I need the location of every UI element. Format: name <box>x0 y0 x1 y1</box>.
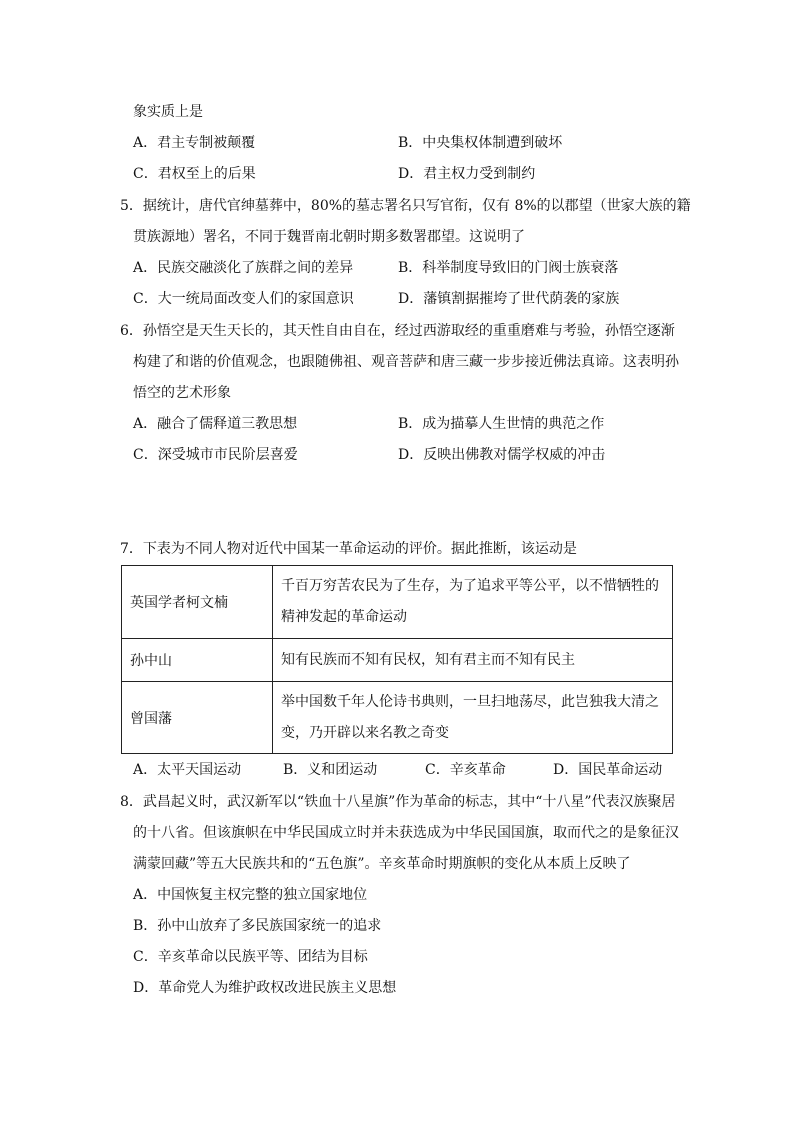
q6-option-c: C．深受城市市民阶层喜爱 <box>133 447 298 463</box>
q6-stem-line1: 6．孙悟空是天生天长的，其天性自由自在，经过西游取经的重重磨难与考验，孙悟空逐渐 <box>120 323 675 339</box>
table-row <box>122 682 673 754</box>
evaluation-line: 举中国数千年人伦诗书典则，一旦扫地荡尽，此岂独我大清之 <box>281 693 659 710</box>
table-cell-evaluation <box>273 682 673 754</box>
q4-option-d: D．君主权力受到制约 <box>398 166 536 182</box>
q5-stem-line1: 5．据统计，唐代官绅墓葬中，80%的墓志署名只写官衔，仅有 8%的以郡望（世家大族的籍 <box>120 198 691 214</box>
q5-option-b: B．科举制度导致旧的门阀士族衰落 <box>398 260 619 276</box>
evaluation-line: 千百万穷苦农民为了生存，为了追求平等公平，以不惜牺牲的 <box>281 578 659 594</box>
q8-option-d: D．革命党人为维护政权改进民族主义思想 <box>133 980 397 996</box>
q5-option-c: C．大一统局面改变人们的家国意识 <box>133 291 354 307</box>
evaluation-line: 精神发起的革命运动 <box>281 609 407 625</box>
table-cell-person: 英国学者柯文楠 <box>122 566 273 639</box>
q6-stem-line2: 构建了和谐的价值观念，也跟随佛祖、观音菩萨和唐三藏一步步接近佛法真谛。这表明孙 <box>133 354 679 370</box>
table-cell-evaluation <box>273 566 673 639</box>
q6-option-d: D．反映出佛教对儒学权威的冲击 <box>398 447 606 463</box>
q8-option-c: C．辛亥革命以民族平等、团结为目标 <box>133 949 368 965</box>
q4-option-b: B．中央集权体制遭到破坏 <box>398 135 563 151</box>
q6-stem-line3: 悟空的艺术形象 <box>133 385 231 401</box>
q8-stem-line1: 8．武昌起义时，武汉新军以“铁血十八星旗”作为革命的标志，其中“十八星”代表汉族聚居 <box>120 794 676 810</box>
q8-stem-line2: 的十八省。但该旗帜在中华民国成立时并未获选成为中华民国国旗，取而代之的是象征汉 <box>133 825 679 841</box>
q6-option-a: A．融合了儒释道三教思想 <box>133 416 298 432</box>
q7-stem: 7．下表为不同人物对近代中国某一革命运动的评价。据此推断，该运动是 <box>120 541 577 557</box>
table-row <box>122 566 673 639</box>
table-cell-person: 曾国藩 <box>122 682 273 754</box>
q8-stem-line3: 满蒙回藏”等五大民族共和的“五色旗”。辛亥革命时期旗帜的变化从本质上反映了 <box>133 856 631 872</box>
q7-option-b: B．义和团运动 <box>283 762 378 778</box>
evaluation-line: 知有民族而不知有民权，知有君主而不知有民主 <box>281 651 575 668</box>
q8-option-b: B．孙中山放弃了多民族国家统一的追求 <box>133 918 382 934</box>
table-cell-person: 孙中山 <box>122 639 273 682</box>
q4-stem-tail: 象实质上是 <box>133 104 203 120</box>
q7-option-c: C．辛亥革命 <box>425 762 506 778</box>
q6-option-b: B．成为描摹人生世情的典范之作 <box>398 416 605 432</box>
evaluation-line: 变，乃开辟以来名教之奇变 <box>281 724 449 741</box>
q4-option-c: C．君权至上的后果 <box>133 166 256 182</box>
table-row <box>122 639 673 682</box>
q4-option-a: A．君主专制被颠覆 <box>133 135 256 151</box>
q8-option-a: A．中国恢复主权完整的独立国家地位 <box>133 887 368 903</box>
q7-evaluation-table <box>121 565 673 754</box>
table-cell-evaluation <box>273 639 673 682</box>
q5-stem-line2: 贯族源地）署名，不同于魏晋南北朝时期多数署郡望。这说明了 <box>133 229 525 245</box>
q7-option-d: D．国民革命运动 <box>553 762 663 778</box>
q5-option-d: D．藩镇割据摧垮了世代荫袭的家族 <box>398 291 620 307</box>
q7-option-a: A．太平天国运动 <box>133 762 242 778</box>
q5-option-a: A．民族交融淡化了族群之间的差异 <box>133 260 354 276</box>
